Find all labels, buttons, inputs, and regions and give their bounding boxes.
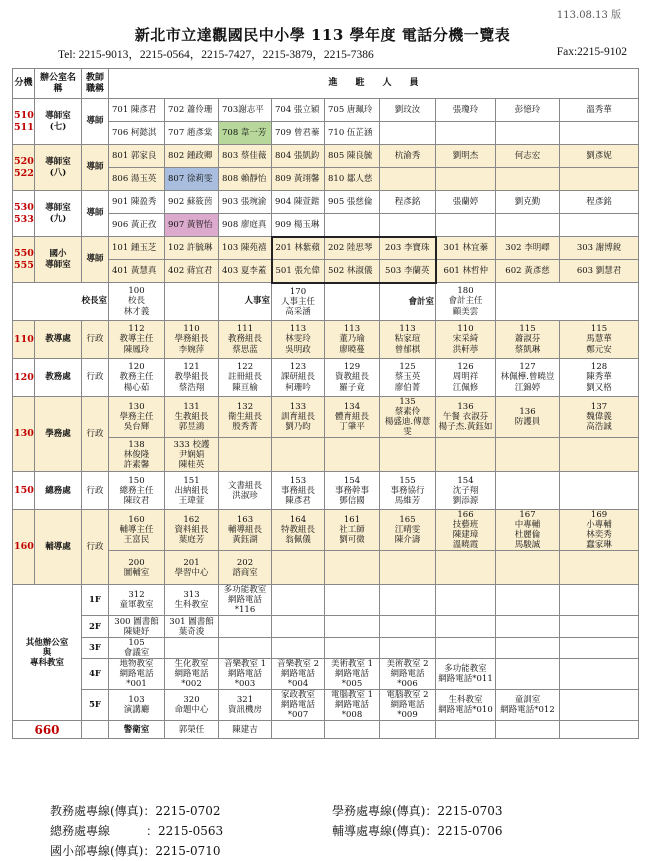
staff-cell: 166 技藝班 陳建璋 溫曉霞: [436, 510, 496, 551]
teacher-role: 導師: [82, 99, 109, 145]
staff-cell: 130 學務主任 吳台輝: [109, 397, 165, 438]
header-office: 辦公室名稱: [35, 69, 82, 99]
staff-cell: 703謝志平: [219, 99, 272, 122]
staff-cell: 707 趙彥棠: [165, 122, 219, 145]
staff-cell: 402 蔣宜君: [165, 260, 219, 283]
room-cell: 多功能教室 網路電話*011: [436, 659, 496, 690]
staff-cell: 803 蔡佳薇: [219, 145, 272, 168]
ext-number: 130: [13, 397, 35, 472]
staff-cell: 163 輔導組長 黃鈺湖: [219, 510, 272, 551]
staff-cell: 706 柯懿淇: [109, 122, 165, 145]
staff-cell: 602 黃彥慈: [496, 260, 560, 283]
empty-cell: [496, 472, 560, 510]
empty-cell: [380, 616, 436, 638]
header-ext: 分機: [13, 69, 35, 99]
guard-person: 郭榮任: [165, 721, 219, 739]
staff-cell: 809 黃翊馨: [272, 168, 325, 191]
empty-cell: [496, 721, 560, 739]
empty-cell: [165, 283, 219, 321]
staff-cell: 403 夏李蓋: [219, 260, 272, 283]
empty-cell: [560, 585, 639, 616]
staff-cell: 110 宋采綺 洪軒葶: [436, 321, 496, 359]
staff-cell: 張瓊玲: [436, 99, 496, 122]
header-resident: 進 駐 人 員: [109, 69, 639, 99]
room-cell: 家政教室 網路電話*007: [272, 690, 325, 721]
empty-cell: [380, 214, 436, 237]
staff-cell: 710 伍芷涵: [325, 122, 380, 145]
staff-cell: 303 謝博銳: [560, 237, 639, 260]
staff-cell: 805 陳良毓: [325, 145, 380, 168]
staff-cell: 906 黃正孜: [109, 214, 165, 237]
staff-cell: 彭憶玲: [496, 99, 560, 122]
empty-cell: [496, 551, 560, 585]
empty-cell: [272, 438, 325, 472]
empty-cell: [560, 214, 639, 237]
staff-cell: 115 蕭淑芬 蔡凱琳: [496, 321, 560, 359]
staff-cell: 153 事務組長 陳彥君: [272, 472, 325, 510]
empty-cell: [272, 616, 325, 638]
empty-cell: [560, 638, 639, 659]
empty-cell: [380, 551, 436, 585]
hr-cell: 170 人事主任 高采涵: [272, 283, 325, 321]
staff-cell: 501 張允偉: [272, 260, 325, 283]
empty-cell: [560, 168, 639, 191]
staff-cell: 601 林哲仲: [436, 260, 496, 283]
teacher-role: 行政: [82, 510, 109, 585]
staff-cell: 807 徐莉雯: [165, 168, 219, 191]
staff-cell: 程彥銘: [560, 191, 639, 214]
empty-cell: [496, 122, 560, 145]
room-cell: 301 圖書館 葉奇浚: [165, 616, 219, 638]
room-cell: 生科教室 網路電話*010: [436, 690, 496, 721]
version-label: 113.08.13 版: [556, 10, 621, 21]
empty-cell: [496, 638, 560, 659]
staff-cell: 112 教導主任 陳鳳玲: [109, 321, 165, 359]
staff-cell: 杭渝秀: [380, 145, 436, 168]
empty-cell: [380, 438, 436, 472]
empty-cell: [325, 616, 380, 638]
footer-academic: 教務處專線(傳真)：2215-0702: [50, 804, 221, 818]
room-cell: 美術教室 2 網路電話*006: [380, 659, 436, 690]
teacher-role: 導師: [82, 191, 109, 237]
ext-number: 530 533: [13, 191, 35, 237]
acc-cell: 180 會計主任 顧美雲: [436, 283, 496, 321]
staff-cell: 程彥銘: [380, 191, 436, 214]
staff-cell: 文書組長 洪淑珍: [219, 472, 272, 510]
teacher-role: 導師: [82, 145, 109, 191]
room-cell: 200 圖輔室: [109, 551, 165, 585]
teacher-role: 導師: [82, 237, 109, 283]
staff-cell: 810 鄒人慈: [325, 168, 380, 191]
empty-cell: [325, 721, 380, 739]
room-cell: 321 資訊機房: [219, 690, 272, 721]
ext-number: 150: [13, 472, 35, 510]
staff-cell: 121 教學組長 蔡浩翔: [165, 359, 219, 397]
empty-cell: [165, 638, 219, 659]
staff-cell: 704 張立穎: [272, 99, 325, 122]
staff-cell: 張蘭婷: [436, 191, 496, 214]
floor-label: 3F: [82, 638, 109, 659]
staff-cell: 134 體育組長 丁肇平: [325, 397, 380, 438]
room-cell: 音樂教室 1 網路電話*003: [219, 659, 272, 690]
staff-cell: 801 郭家良: [109, 145, 165, 168]
empty-cell: [496, 283, 639, 321]
empty-cell: [436, 721, 496, 739]
staff-cell: 133 訓育組長 劉乃昀: [272, 397, 325, 438]
staff-cell: 804 張凱鈞: [272, 145, 325, 168]
ext-number: 520 522: [13, 145, 35, 191]
staff-cell: 905 張慈倫: [325, 191, 380, 214]
empty-cell: [560, 690, 639, 721]
empty-cell: [272, 638, 325, 659]
room-cell: 童訓室 網路電話*012: [496, 690, 560, 721]
staff-cell: 122 註冊組長 陳亘榆: [219, 359, 272, 397]
staff-cell: 劉明杰: [436, 145, 496, 168]
empty-cell: [496, 438, 560, 472]
room-cell: 320 命題中心: [165, 690, 219, 721]
staff-cell: 907 黃智怡: [165, 214, 219, 237]
empty-cell: [560, 721, 639, 739]
empty-cell: [436, 551, 496, 585]
guard-person: 陳建吉: [219, 721, 272, 739]
office-name: 導師室 (九): [35, 191, 82, 237]
empty-cell: [496, 214, 560, 237]
empty-cell: [380, 721, 436, 739]
room-cell: 105 會議室: [109, 638, 165, 659]
empty-cell: [436, 585, 496, 616]
empty-cell: [436, 122, 496, 145]
staff-cell: 202 陸思琴: [325, 237, 380, 260]
empty-cell: [560, 659, 639, 690]
empty-cell: [82, 721, 109, 739]
empty-cell: [380, 638, 436, 659]
empty-cell: [436, 214, 496, 237]
staff-cell: 劉彥妮: [560, 145, 639, 168]
room-cell: 201 學習中心: [165, 551, 219, 585]
staff-cell: 167 中專輔 杜麗倫 馬駿誠: [496, 510, 560, 551]
ext-number: 160: [13, 510, 35, 585]
empty-cell: [436, 616, 496, 638]
empty-cell: [219, 638, 272, 659]
footer-general: 總務處專線 ：2215-0563: [50, 824, 224, 838]
staff-cell: 101 鍾玉芝: [109, 237, 165, 260]
floor-label: 2F: [82, 616, 109, 638]
staff-cell: 128 陳秀華 劉又格: [560, 359, 639, 397]
staff-cell: 120 教務主任 楊心茹: [109, 359, 165, 397]
staff-cell: 154 沈子翔 劉添源: [436, 472, 496, 510]
room-cell: 300 圖書館 陳婕妤: [109, 616, 165, 638]
staff-cell: 302 李明嶧: [496, 237, 560, 260]
footer-counsel: 輔導處專線(傳真)：2215-0706: [332, 824, 503, 838]
dept-name: 教務處: [35, 359, 82, 397]
staff-cell: 127 林佩樺.曾曉豈 江錦婷: [496, 359, 560, 397]
empty-cell: [380, 585, 436, 616]
staff-cell: 201 林紫蘋: [272, 237, 325, 260]
fax-line: Fax:2215-9102: [556, 46, 627, 58]
staff-cell: 102 許毓琳: [165, 237, 219, 260]
room-cell: 312 童軍教室: [109, 585, 165, 616]
staff-cell: 909 楊玉琳: [272, 214, 325, 237]
ext-number: 120: [13, 359, 35, 397]
empty-cell: [272, 551, 325, 585]
staff-cell: 113 粘家瑄 曾郁棋: [380, 321, 436, 359]
staff-cell: 702 蕭伶珊: [165, 99, 219, 122]
staff-cell: 125 蔡玉英 廖伯菁: [380, 359, 436, 397]
staff-cell: 111 教務組長 蔡思蓝: [219, 321, 272, 359]
staff-cell: 103 陳苑禧: [219, 237, 272, 260]
footer-student: 學務處專線(傳真)：2215-0703: [332, 804, 503, 818]
staff-cell: 904 陳萱鍇: [272, 191, 325, 214]
staff-cell: 113 董乃瑜 廖曉蔓: [325, 321, 380, 359]
office-name: 導師室 (八): [35, 145, 82, 191]
empty-cell: [325, 214, 380, 237]
guard-label: 警衛室: [109, 721, 165, 739]
office-name: 導師室 (七): [35, 99, 82, 145]
staff-cell: 136 午餐 衣淑芬 楊子杰.黃鈺如: [436, 397, 496, 438]
page-title: 新北市立達觀國民中小學 113 學年度 電話分機一覽表: [134, 26, 511, 44]
empty-cell: [496, 659, 560, 690]
staff-cell: 709 曾君蓁: [272, 122, 325, 145]
dept-name: 教導處: [35, 321, 82, 359]
staff-cell: 701 陳彥君: [109, 99, 165, 122]
staff-cell: 160 輔導主任 王富民: [109, 510, 165, 551]
staff-cell: 603 劉慧君: [560, 260, 639, 283]
empty-cell: [436, 638, 496, 659]
hr-label: 人事室: [219, 283, 272, 321]
room-cell: 電腦教室 1 網路電話*008: [325, 690, 380, 721]
staff-cell: 123 課研組長 柯珊吟: [272, 359, 325, 397]
acc-label: 會計室: [380, 283, 436, 321]
empty-cell: [560, 438, 639, 472]
empty-cell: [219, 438, 272, 472]
empty-cell: [496, 585, 560, 616]
staff-cell: 169 小專輔 林奕秀 蠢家琳: [560, 510, 639, 551]
ext-number: 510 511: [13, 99, 35, 145]
staff-cell: 503 李蘭英: [380, 260, 436, 283]
room-cell: 103 演講廳: [109, 690, 165, 721]
empty-cell: [436, 438, 496, 472]
extension-table: [12, 68, 639, 739]
office-name: 國小 導師室: [35, 237, 82, 283]
footer-elementary: 國小部專線(傳真)：2215-0710: [50, 844, 221, 858]
staff-cell: 155 事務協行 馬維芳: [380, 472, 436, 510]
empty-cell: [496, 616, 560, 638]
empty-cell: [325, 638, 380, 659]
staff-cell: 901 陳盈秀: [109, 191, 165, 214]
empty-cell: [496, 168, 560, 191]
floor-label: 4F: [82, 659, 109, 690]
staff-cell: 808 賴靜怡: [219, 168, 272, 191]
room-cell: 音樂教室 2 網路電話*004: [272, 659, 325, 690]
staff-cell: 154 事務幹事 鄧信國: [325, 472, 380, 510]
empty-cell: [380, 122, 436, 145]
empty-cell: [560, 551, 639, 585]
staff-cell: 151 出納組長 王瑋萱: [165, 472, 219, 510]
empty-cell: [272, 585, 325, 616]
empty-cell: [560, 122, 639, 145]
room-cell: 地物教室 網路電話*001: [109, 659, 165, 690]
staff-cell: 903 張琬渝: [219, 191, 272, 214]
room-cell: 138 林俊隆 許素馨: [109, 438, 165, 472]
staff-cell: 131 生教組長 郭昱鴻: [165, 397, 219, 438]
staff-cell: 136 防護員: [496, 397, 560, 438]
staff-cell: 162 資料組長 葉庭芳: [165, 510, 219, 551]
staff-cell: 129 資教組長 羅子竟: [325, 359, 380, 397]
empty-cell: [325, 283, 380, 321]
empty-cell: [436, 168, 496, 191]
staff-cell: 113 林雯玲 吳明政: [272, 321, 325, 359]
staff-cell: 401 黃慧真: [109, 260, 165, 283]
room-cell: 美術教室 1 網路電話*005: [325, 659, 380, 690]
staff-cell: 劉玟汝: [380, 99, 436, 122]
empty-cell: [560, 616, 639, 638]
staff-cell: 908 廖庭真: [219, 214, 272, 237]
empty-cell: [325, 551, 380, 585]
dept-name: 總務處: [35, 472, 82, 510]
staff-cell: 502 林淑儀: [325, 260, 380, 283]
staff-cell: 135 蔡素伶 楊盛迪.傳薏雯: [380, 397, 436, 438]
ext-number: 550 555: [13, 237, 35, 283]
staff-cell: 何志宏: [496, 145, 560, 168]
staff-cell: 806 湯玉英: [109, 168, 165, 191]
principal-cell: 100 校長 林才義: [109, 283, 165, 321]
staff-cell: 126 周明祥 江佩修: [436, 359, 496, 397]
floor-label: 5F: [82, 690, 109, 721]
room-cell: 生化教室 網路電話*002: [165, 659, 219, 690]
guard-ext: 660: [13, 721, 82, 739]
empty-cell: [325, 585, 380, 616]
staff-cell: 203 李寶珠: [380, 237, 436, 260]
empty-cell: [380, 168, 436, 191]
room-cell: 313 生科教室: [165, 585, 219, 616]
empty-cell: [560, 472, 639, 510]
header-teacher: 教師職稱: [82, 69, 109, 99]
room-cell: 多功能教室 網路電話*116: [219, 585, 272, 616]
room-cell: 333 校護 尹娴娟 陳桂英: [165, 438, 219, 472]
other-label: 其他辦公室 與 專科教室: [13, 585, 82, 721]
staff-cell: 301 林宜蓁: [436, 237, 496, 260]
teacher-role: 行政: [82, 359, 109, 397]
empty-cell: [219, 616, 272, 638]
teacher-role: 行政: [82, 472, 109, 510]
dept-name: 輔導處: [35, 510, 82, 585]
empty-cell: [325, 438, 380, 472]
staff-cell: 115 馬慧華 鄭元安: [560, 321, 639, 359]
room-cell: 202 諮商室: [219, 551, 272, 585]
ext-number: 110: [13, 321, 35, 359]
floor-label: 1F: [82, 585, 109, 616]
room-cell: 電腦教室 2 網路電話*009: [380, 690, 436, 721]
staff-cell: 902 蘇筱茵: [165, 191, 219, 214]
staff-cell: 164 特教組長 翁佩儀: [272, 510, 325, 551]
staff-cell: 132 衛生組長 殷秀菁: [219, 397, 272, 438]
teacher-role: 行政: [82, 397, 109, 472]
staff-cell: 137 魏偉義 高浩誠: [560, 397, 639, 438]
staff-cell: 150 總務主任 陳玟君: [109, 472, 165, 510]
tel-line: Tel: 2215-9013，2215-0564，2215-7427，2215-3879，2215-7386: [58, 49, 374, 61]
staff-cell: 110 學務組長 李婉萍: [165, 321, 219, 359]
dept-name: 學務處: [35, 397, 82, 472]
teacher-role: 行政: [82, 321, 109, 359]
staff-cell: 708 韋一芳: [219, 122, 272, 145]
staff-cell: 161 社工師 劉可微: [325, 510, 380, 551]
staff-cell: 705 唐珮玲: [325, 99, 380, 122]
staff-cell: 溫秀華: [560, 99, 639, 122]
principal-label: 校長室: [13, 283, 109, 321]
empty-cell: [272, 721, 325, 739]
staff-cell: 劉克勤: [496, 191, 560, 214]
staff-cell: 165 江晴雯 陳介濤: [380, 510, 436, 551]
staff-cell: 802 鍾政卿: [165, 145, 219, 168]
